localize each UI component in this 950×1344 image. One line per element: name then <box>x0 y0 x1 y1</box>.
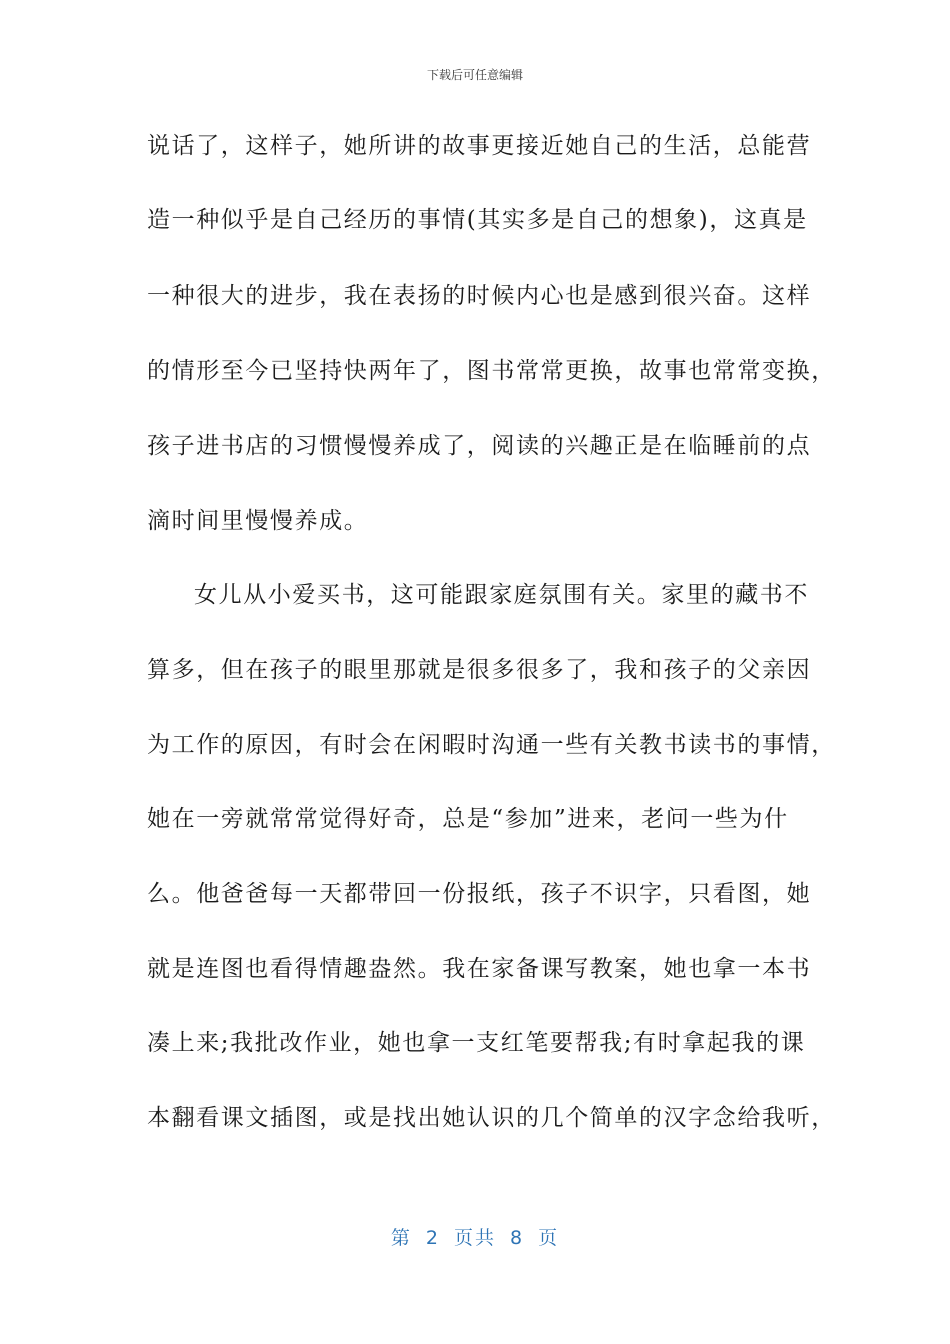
page-label: 第 <box>390 1227 412 1249</box>
total-label: 页共 <box>453 1227 496 1249</box>
text-line: 孩子进书店的习惯慢慢养成了，阅读的兴趣正是在临睡前的点 <box>147 433 812 459</box>
text-line: 本翻看课文插图，或是找出她认识的几个简单的汉字念给我听， <box>147 1105 836 1131</box>
page-number-footer <box>0 1226 950 1250</box>
page-header-note: 下载后可任意编辑 <box>426 68 523 82</box>
page-end-label: 页 <box>538 1227 560 1249</box>
text-line: 算多，但在孩子的眼里那就是很多很多了，我和孩子的父亲因 <box>147 657 812 683</box>
text-line: 就是连图也看得情趣盎然。我在家备课写教案，她也拿一本书 <box>147 956 812 982</box>
text-line: 凑上来;我批改作业，她也拿一支红笔要帮我;有时拿起我的课 <box>147 1030 806 1056</box>
text-line: 造一种似乎是自己经历的事情(其实多是自己的想象)，这真是 <box>147 207 808 233</box>
text-line: 的情形至今已坚持快两年了，图书常常更换，故事也常常变换， <box>147 358 836 384</box>
current-page-number: 2 <box>425 1227 440 1249</box>
paragraph-first-line: 女儿从小爱买书，这可能跟家庭氛围有关。家里的藏书不 <box>194 582 809 608</box>
text-line: 一种很大的进步，我在表扬的时候内心也是感到很兴奋。这样 <box>147 283 812 309</box>
text-line: 说话了，这样子，她所讲的故事更接近她自己的生活，总能营 <box>147 133 812 159</box>
text-line: 她在一旁就常常觉得好奇，总是“参加”进来，老问一些为什 <box>147 806 789 832</box>
text-line: 滴时间里慢慢养成。 <box>147 508 369 534</box>
text-line: 么。他爸爸每一天都带回一份报纸，孩子不识字，只看图，她 <box>147 881 812 907</box>
text-line: 为工作的原因，有时会在闲暇时沟通一些有关教书读书的事情， <box>147 732 836 758</box>
total-page-number: 8 <box>510 1227 525 1249</box>
